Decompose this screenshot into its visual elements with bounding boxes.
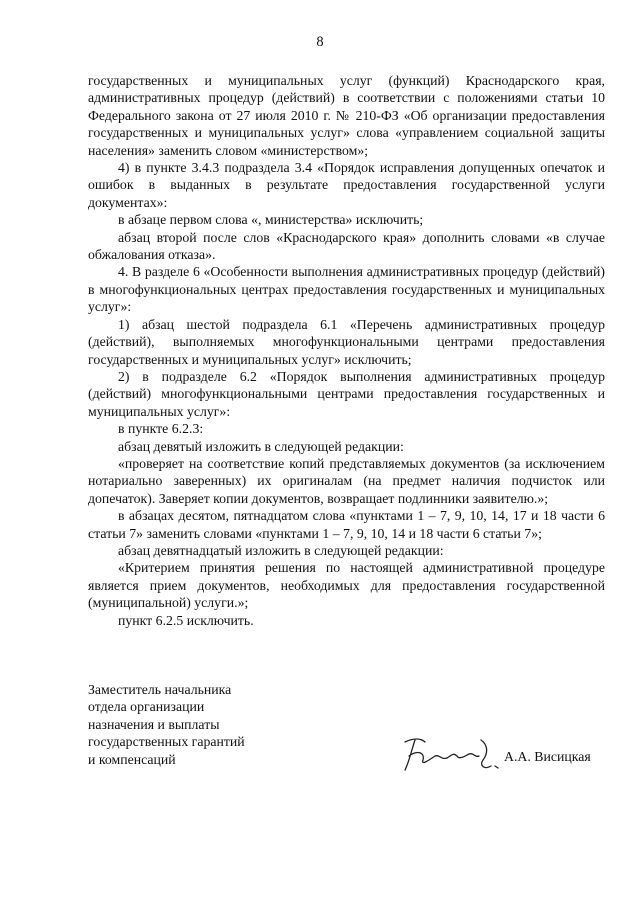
paragraph: абзац второй после слов «Краснодарского края» дополнить словами «в случае обжалования отказа». [88,229,605,263]
handwritten-signature [395,730,505,776]
paragraph: 4) в пункте 3.4.3 подраздела 3.4 «Порядок исправления допущенных опечаток и ошибок в выданных в результате предоставления государственной услуги документах»: [88,160,605,210]
position-line: отдела организации [88,699,205,715]
paragraph: в пункте 6.2.3: [118,421,204,437]
signatory-position [88,681,288,768]
signer-name: А.А. Висицкая [504,749,591,764]
paragraph: государственных и муниципальных услуг (функций) Краснодарского края, административных процедур (действий) в соответствии с положениями статьи 10 Федерального закона от 27 июля 2010 г. № 210-ФЗ «Об организации предоставления государственных и муниципальных услуг» слова «управлением социальной защиты населения» заменить словом «министерством»; [88,73,605,158]
position-line: назначения и выплаты [88,716,220,732]
position-line: Заместитель начальника [88,682,232,697]
document-body [88,72,605,629]
paragraph: пункт 6.2.5 исключить. [118,612,254,628]
paragraph: 4. В разделе 6 «Особенности выполнения административных процедур (действий) в многофункциональных центрах предоставления государственных и муниципальных услуг»: [88,264,605,315]
paragraph: «Критерием принятия решения по настоящей административной процедуре является прием документов, необходимых для предоставления государственной (муниципальной) услуги.»; [88,560,605,611]
paragraph: «проверяет на соответствие копий представляемых документов (за исключением нотариально заверенных) их оригиналам (на предмет наличия подчисток или допечаток). Заверяет копии документов, возвращает подлинники заявителю.»; [88,455,605,506]
paragraph: абзац девятнадцатый изложить в следующей редакции: [118,542,444,558]
paragraph: абзац девятый изложить в следующей редакции: [118,438,404,454]
position-line: и компенсаций [88,751,176,767]
position-line: государственных гарантий [88,734,245,750]
paragraph: 2) в подразделе 6.2 «Порядок выполнения административных процедур (действий) многофункциональными центрами предоставления государственных и муниципальных услуг»: [88,368,605,419]
page-number: 8 [316,34,324,50]
paragraph: в абзацах десятом, пятнадцатом слова «пунктами 1 – 7, 9, 10, 14, 17 и 18 части 6 статьи 7» заменить словами «пунктами 1 – 7, 9, 10, 14 и 18 части 6 статьи 7»; [88,508,605,541]
paragraph: 1) абзац шестой подраздела 6.1 «Перечень административных процедур (действий), выполняемых многофункциональными центрами предоставления государственных и муниципальных услуг» исключить; [88,316,605,367]
paragraph: в абзаце первом слова «, министерства» исключить; [118,212,424,228]
